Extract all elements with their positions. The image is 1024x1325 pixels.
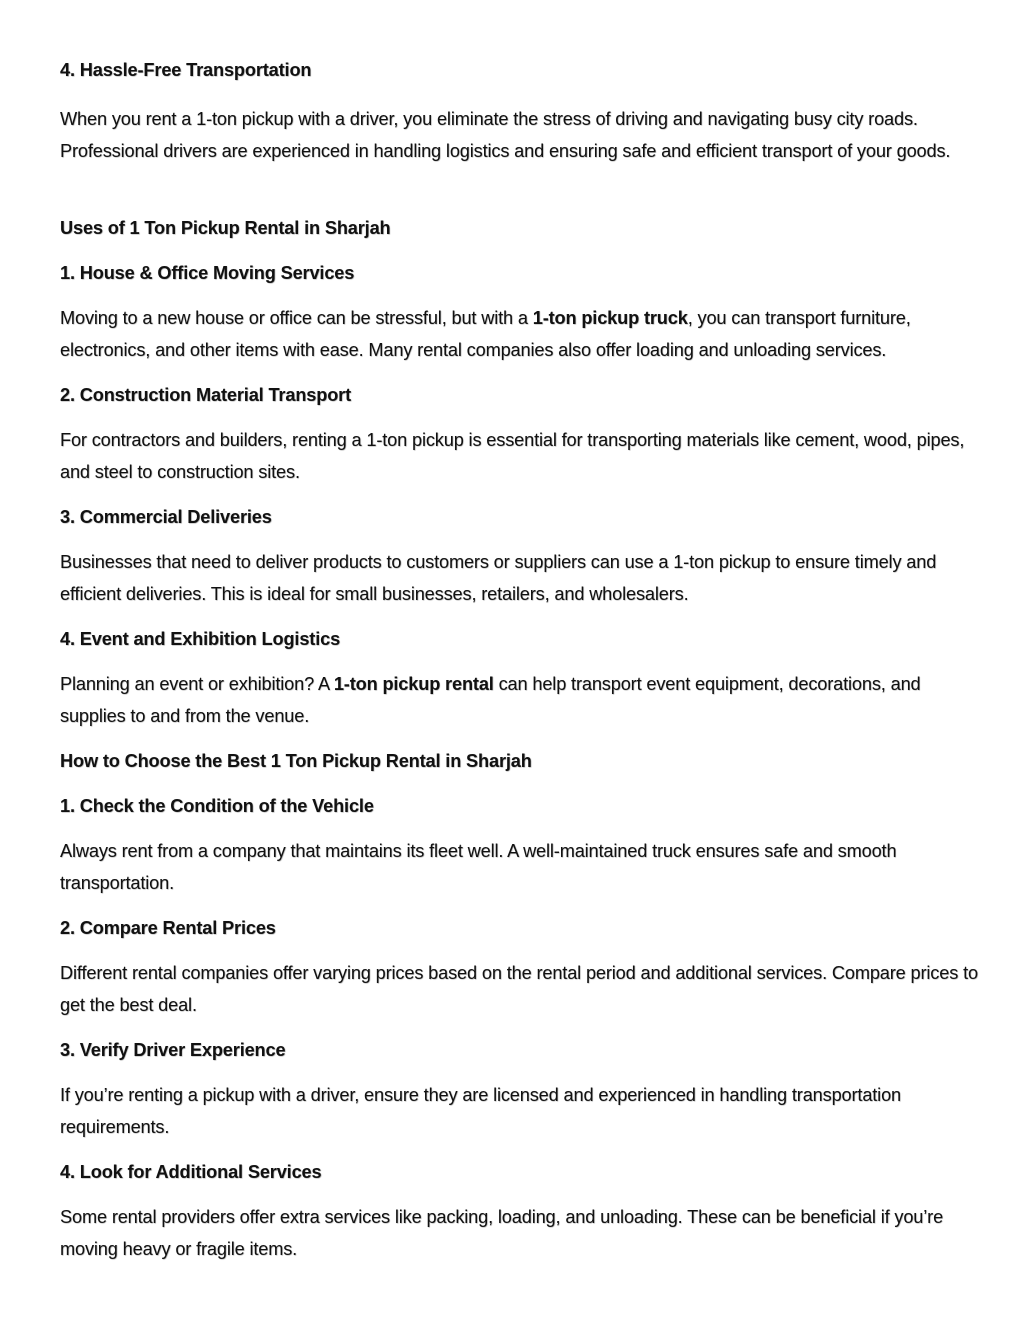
paragraph-house-office-moving: Moving to a new house or office can be stressful, but with a 1-ton pickup truck, you can transport furniture, electronics, and other items with ease. Many rental companies also offer loading and unloading services. [60, 308, 911, 360]
section-heading-hassle-free-transportation: 4. Hassle-Free Transportation [60, 60, 312, 80]
paragraph-commercial-deliveries: Businesses that need to deliver products to customers or suppliers can use a 1-ton pickup to ensure timely and efficient deliveries. This is ideal for small businesses, retailers, and wholesalers. [60, 552, 937, 604]
subheading-compare-rental-prices: 2. Compare Rental Prices [60, 918, 276, 938]
paragraph-compare-rental-prices: Different rental companies offer varying prices based on the rental period and additional services. Compare prices to get the best deal. [60, 963, 978, 1015]
subheading-event-exhibition-logistics: 4. Event and Exhibition Logistics [60, 629, 341, 649]
paragraph-event-exhibition-logistics: Planning an event or exhibition? A 1-ton pickup rental can help transport event equipment, decorations, and supplies to and from the venue. [60, 674, 921, 726]
subheading-commercial-deliveries: 3. Commercial Deliveries [60, 507, 272, 527]
subheading-check-vehicle-condition: 1. Check the Condition of the Vehicle [60, 796, 374, 816]
bold-keyword-1-ton-pickup-rental: 1-ton pickup rental [333, 674, 494, 694]
paragraph-additional-services: Some rental providers offer extra services like packing, loading, and unloading. These can be beneficial if you’re moving heavy or fragile items. [60, 1207, 944, 1259]
subheading-verify-driver-experience: 3. Verify Driver Experience [60, 1040, 286, 1060]
paragraph-construction-material-transport: For contractors and builders, renting a 1-ton pickup is essential for transporting materials like cement, wood, pipes, and steel to construction sites. [60, 430, 965, 482]
bold-keyword-1-ton-pickup-truck: 1-ton pickup truck [532, 308, 688, 328]
paragraph-check-vehicle-condition: Always rent from a company that maintains its fleet well. A well-maintained truck ensures safe and smooth transportation. [60, 841, 897, 893]
subheading-house-office-moving: 1. House & Office Moving Services [60, 263, 355, 283]
subheading-additional-services: 4. Look for Additional Services [60, 1162, 322, 1182]
section-heading-how-to-choose: How to Choose the Best 1 Ton Pickup Rental in Sharjah [60, 751, 532, 771]
section-heading-uses: Uses of 1 Ton Pickup Rental in Sharjah [60, 218, 391, 238]
subheading-construction-material-transport: 2. Construction Material Transport [60, 385, 351, 405]
paragraph-verify-driver-experience: If you’re renting a pickup with a driver, ensure they are licensed and experienced in handling transportation requirements. [60, 1085, 902, 1137]
paragraph-hassle-free-transportation: When you rent a 1-ton pickup with a driver, you eliminate the stress of driving and navigating busy city roads. Professional drivers are experienced in handling logistics and ensuring safe and efficient transport of your goods. [60, 109, 951, 161]
